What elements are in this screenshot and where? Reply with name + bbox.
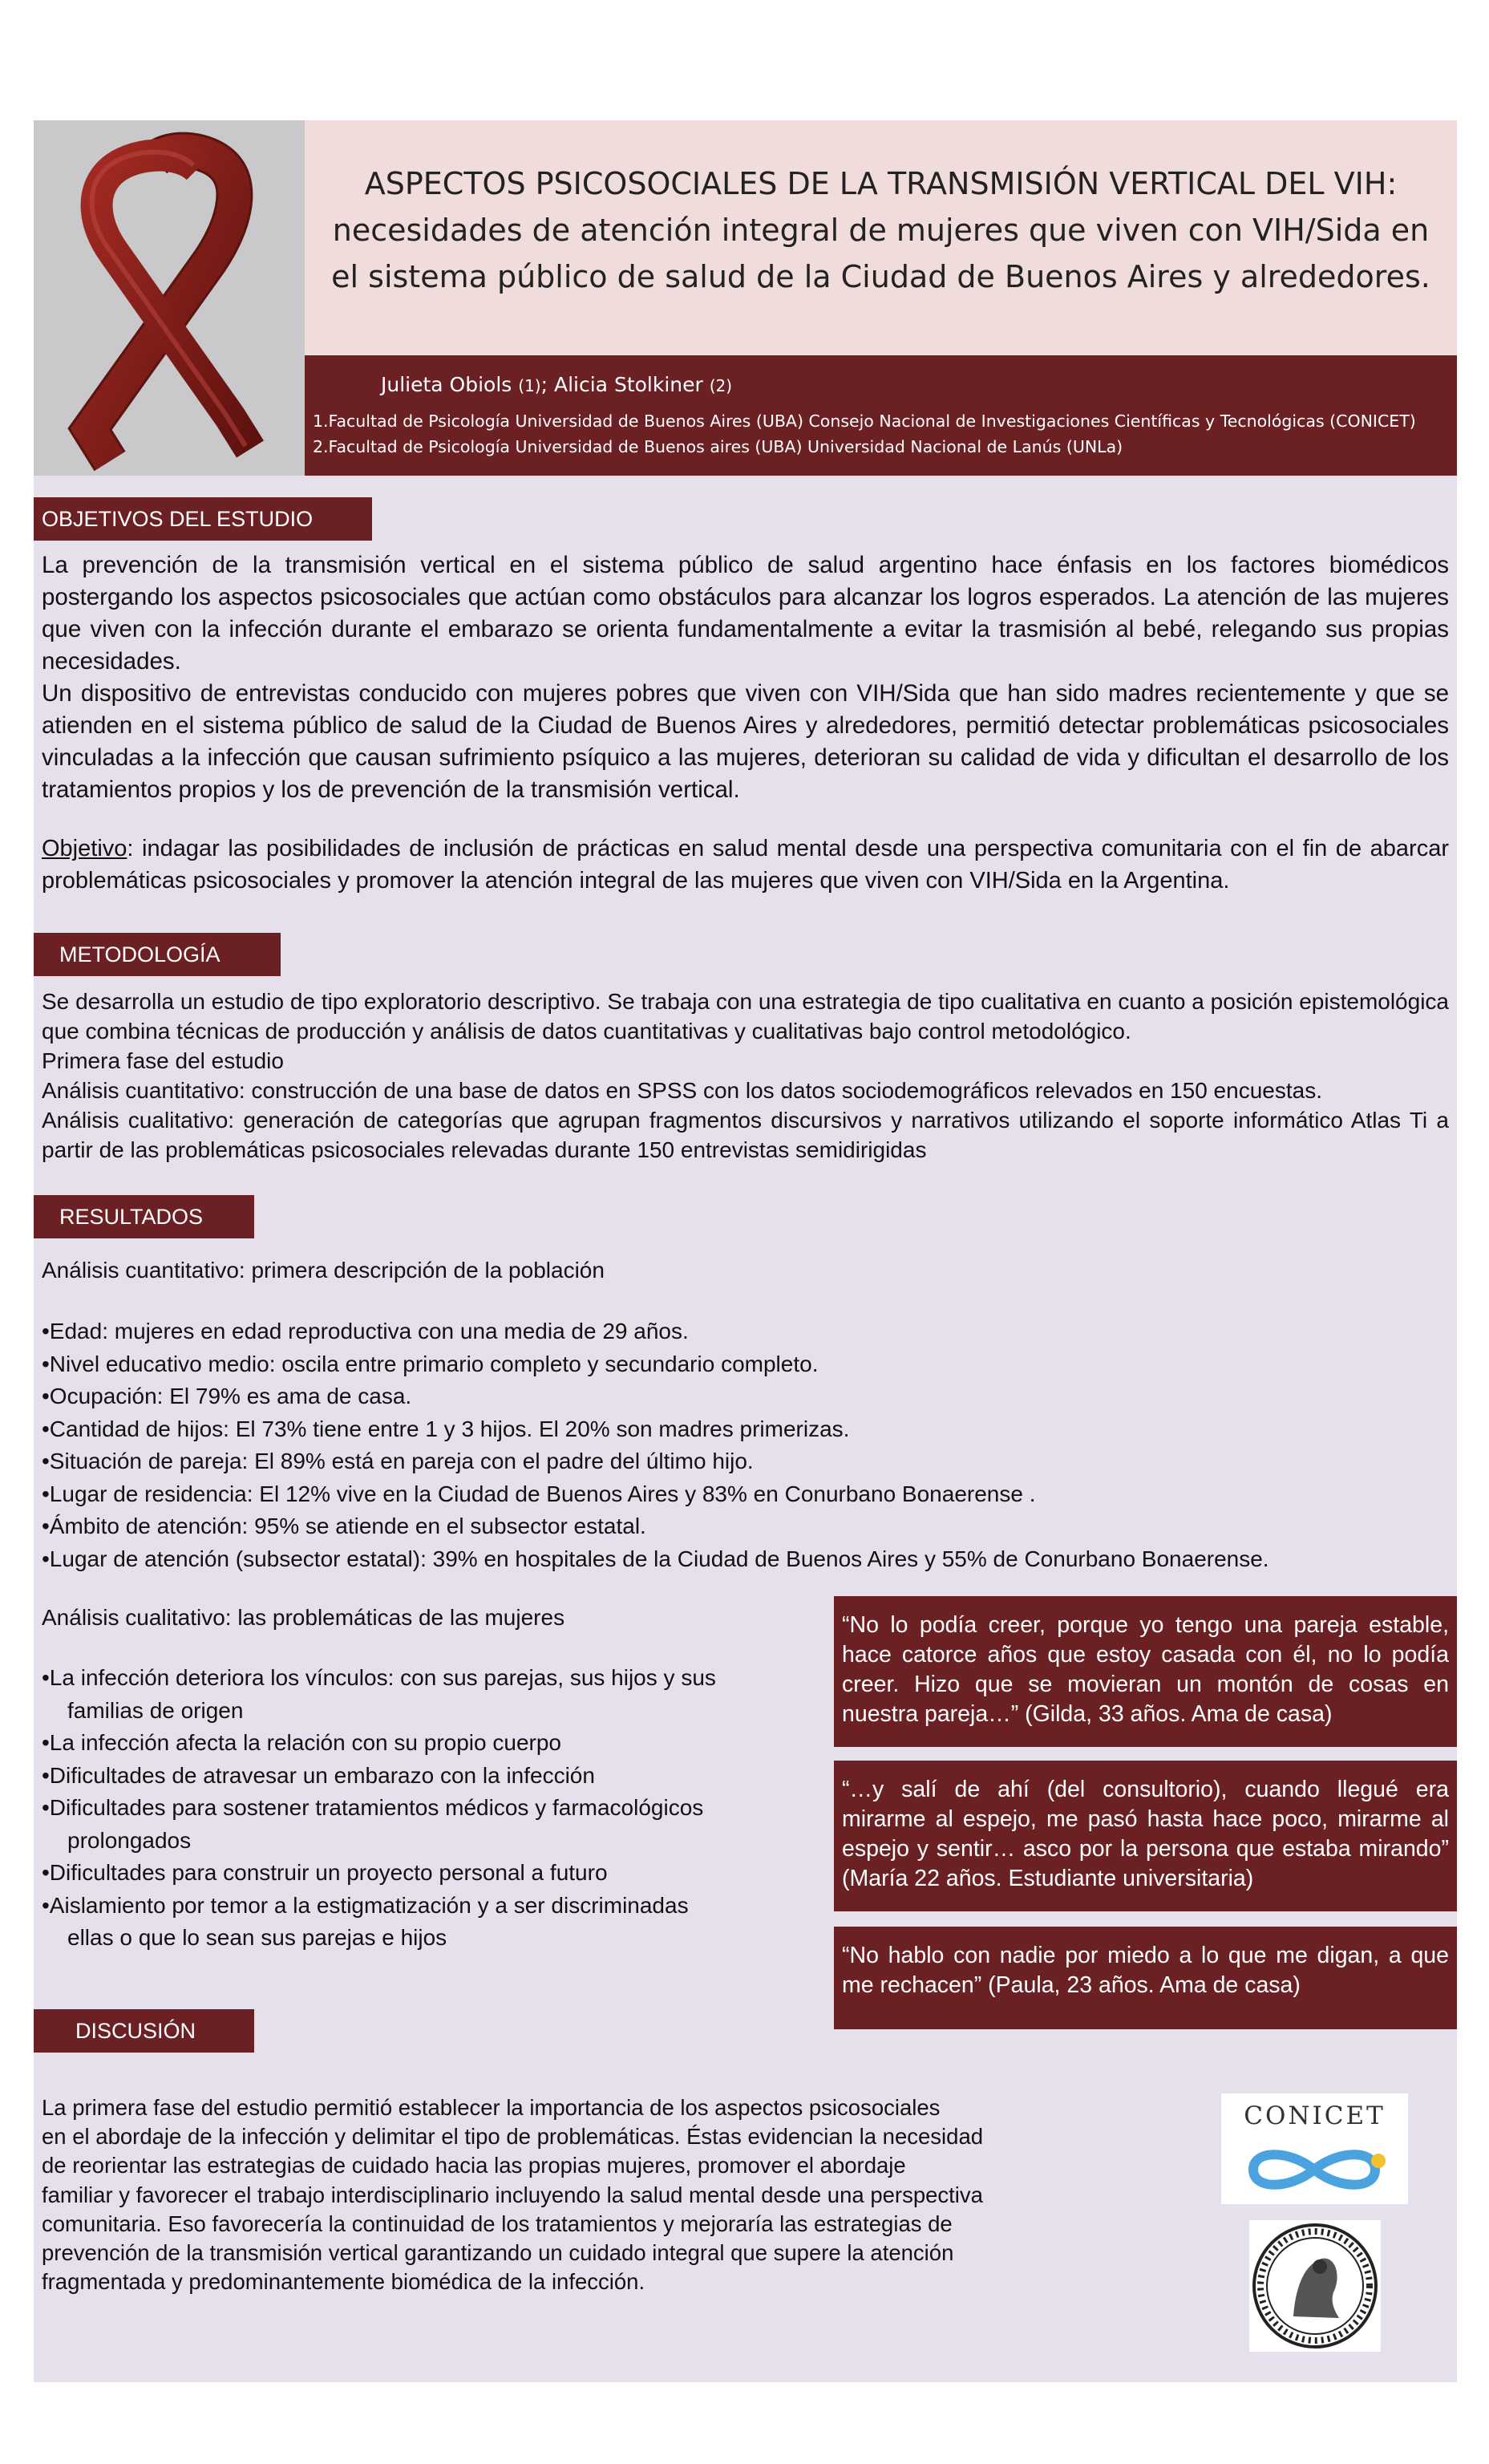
cualitativo-list <box>42 1662 716 1955</box>
list-item: •Dificultades para construir un proyecto personal a futuro <box>42 1860 608 1885</box>
section-heading-resultados: RESULTADOS <box>34 1195 254 1238</box>
objetivos-p1: La prevención de la transmisión vertical en el sistema público de salud argentino hace énfasis en los factores biomédicos postergando los aspectos psicosociales que actúan como obstáculos para alcanzar los logros esperados. La atención de las mujeres que viven con la infección durante el embarazo se orienta fundamentalmente a evitar la trasmisión al bebé, relegando sus propias necesidades. <box>42 552 1449 675</box>
section-heading-discusion: DISCUSIÓN <box>34 2009 254 2053</box>
section-heading-metodologia: METODOLOGÍA <box>34 933 281 976</box>
discusion-line: La primera fase del estudio permitió establecer la importancia de los aspectos psicosociales <box>42 2095 941 2120</box>
authors: Julieta Obiols (1); Alicia Stolkiner (2) <box>381 373 733 396</box>
ribbon-panel <box>34 120 305 476</box>
cuantitativo-title: Análisis cuantitativo: primera descripción de la población <box>42 1258 605 1283</box>
objetivo-label: Objetivo <box>42 836 127 861</box>
metodologia-text <box>42 987 1449 1165</box>
metodologia-p2: Primera fase del estudio <box>42 1048 284 1073</box>
list-item: •Lugar de residencia: El 12% vive en la Ciudad de Buenos Aires y 83% en Conurbano Bonaerense . <box>42 1481 1036 1506</box>
cualitativo-title: Análisis cualitativo: las problemáticas de las mujeres <box>42 1605 565 1630</box>
discusion-line: familiar y favorecer el trabajo interdisciplinario incluyendo la salud mental desde una perspectiva <box>42 2182 983 2207</box>
title-line-3: el sistema público de salud de la Ciudad de Buenos Aires y alrededores. <box>331 259 1430 294</box>
affiliation-1: 1.Facultad de Psicología Universidad de Buenos Aires (UBA) Consejo Nacional de Investigaciones Científicas y Tecnológicas (CONICET) <box>313 411 1416 431</box>
discusion-line: comunitaria. Eso favorecería la continuidad de los tratamientos y mejoraría las estrategias de <box>42 2211 953 2236</box>
discusion-line: de reorientar las estrategias de cuidado hacia las propias mujeres, promover el abordaje <box>42 2153 906 2178</box>
uba-seal-logo <box>1249 2220 1381 2352</box>
metodologia-p3: Análisis cuantitativo: construcción de una base de datos en SPSS con los datos sociodemográficos relevados en 150 encuestas. <box>42 1078 1322 1103</box>
list-item: •La infección deteriora los vínculos: con sus parejas, sus hijos y sus <box>42 1665 716 1690</box>
list-item: •Nivel educativo medio: oscila entre primario completo y secundario completo. <box>42 1351 819 1376</box>
title-line-1: ASPECTOS PSICOSOCIALES DE LA TRANSMISIÓN VERTICAL DEL VIH: <box>364 166 1398 201</box>
poster-title <box>305 120 1457 355</box>
metodologia-p4: Análisis cualitativo: generación de categorías que agrupan fragmentos discursivos y narrativos utilizando el soporte informático Atlas Ti a partir de las problemáticas psicosociales relevadas durante 150 entrevistas semidirigidas <box>42 1108 1449 1162</box>
awareness-ribbon-icon <box>34 120 305 476</box>
section-heading-objetivos: OBJETIVOS DEL ESTUDIO <box>34 497 372 541</box>
objetivos-text <box>42 549 1449 806</box>
list-item: •Aislamiento por temor a la estigmatización y a ser discriminadas <box>42 1892 689 1918</box>
list-item: •Cantidad de hijos: El 73% tiene entre 1 y 3 hijos. El 20% son madres primerizas. <box>42 1416 850 1441</box>
discusion-line: fragmentada y predominantemente biomédica de la infección. <box>42 2269 645 2295</box>
objetivo-text: : indagar las posibilidades de inclusión de prácticas en salud mental desde una perspectiva comunitaria con el fin de abarcar problemáticas psicosociales y promover la atención integral de las mujeres que viven con VIH/Sida en la Argentina. <box>42 836 1449 894</box>
list-item: •Edad: mujeres en edad reproductiva con una media de 29 años. <box>42 1319 689 1343</box>
list-item: •Lugar de atención (subsector estatal): 39% en hospitales de la Ciudad de Buenos Aires y 55% de Conurbano Bonaerense. <box>42 1546 1269 1571</box>
list-item: •Situación de pareja: El 89% está en pareja con el padre del último hijo. <box>42 1449 754 1473</box>
objetivos-p2: Un dispositivo de entrevistas conducido con mujeres pobres que viven con VIH/Sida que han sido madres recientemente y que se atienden en el sistema público de salud de la Ciudad de Buenos Aires y alrededores, permitió detectar problemáticas psicosociales vinculadas a la infección que causan sufrimiento psíquico a las mujeres, deterioran su calidad de vida y dificultan el desarrollo de los tratamientos propios y los de prevención de la transmisión vertical. <box>42 680 1449 803</box>
quote-box-1: “No lo podía creer, porque yo tengo una pareja estable, hace catorce años que estoy casada con él, no lo podía creer. Hizo que se movieran un montón de cosas en nuestra pareja…” (Gilda, 33 años. Ama de casa) <box>834 1596 1457 1747</box>
list-item: •La infección afecta la relación con su propio cuerpo <box>42 1730 561 1755</box>
objetivo-statement <box>42 833 1449 897</box>
university-seal-icon <box>1249 2220 1381 2352</box>
title-line-2: necesidades de atención integral de mujeres que viven con VIH/Sida en <box>332 213 1430 248</box>
conicet-logo: CONICET <box>1221 2093 1408 2204</box>
list-item: •Dificultades de atravesar un embarazo con la infección <box>42 1762 595 1788</box>
metodologia-p1: Se desarrolla un estudio de tipo exploratorio descriptivo. Se trabaja con una estrategia de tipo cualitativa en cuanto a posición epistemológica que combina técnicas de producción y análisis de datos cuantitativas y cualitativas bajo control metodológico. <box>42 989 1449 1044</box>
authors-panel <box>305 355 1457 476</box>
discusion-text <box>42 2093 983 2296</box>
discusion-line: en el abordaje de la infección y delimitar el tipo de problemáticas. Éstas evidencian la necesidad <box>42 2124 984 2150</box>
quote-box-2: “…y salí de ahí (del consultorio), cuando llegué era mirarme al espejo, me pasó hasta hace poco, mirarme al espejo y sentir… asco por la persona que estaba mirando” (María 22 años. Estudiante universitaria) <box>834 1761 1457 1911</box>
list-item-continuation: ellas o que lo sean sus parejas e hijos <box>67 1925 447 1950</box>
quote-box-3: “No hablo con nadie por miedo a lo que me digan, a que me rechacen” (Paula, 23 años. Ama de casa) <box>834 1927 1457 2029</box>
infinity-icon <box>1221 2093 1408 2204</box>
list-item: •Ocupación: El 79% es ama de casa. <box>42 1384 412 1408</box>
discusion-line: prevención de la transmisión vertical garantizando un cuidado integral que supere la atención <box>42 2240 954 2266</box>
affiliation-2: 2.Facultad de Psicología Universidad de Buenos aires (UBA) Universidad Nacional de Lanús (UNLa) <box>313 437 1123 456</box>
list-item-continuation: prolongados <box>67 1827 192 1853</box>
list-item-continuation: familias de origen <box>67 1697 244 1723</box>
cuantitativo-list <box>42 1315 1269 1575</box>
list-item: •Ámbito de atención: 95% se atiende en el subsector estatal. <box>42 1514 646 1538</box>
list-item: •Dificultades para sostener tratamientos médicos y farmacológicos <box>42 1795 704 1820</box>
